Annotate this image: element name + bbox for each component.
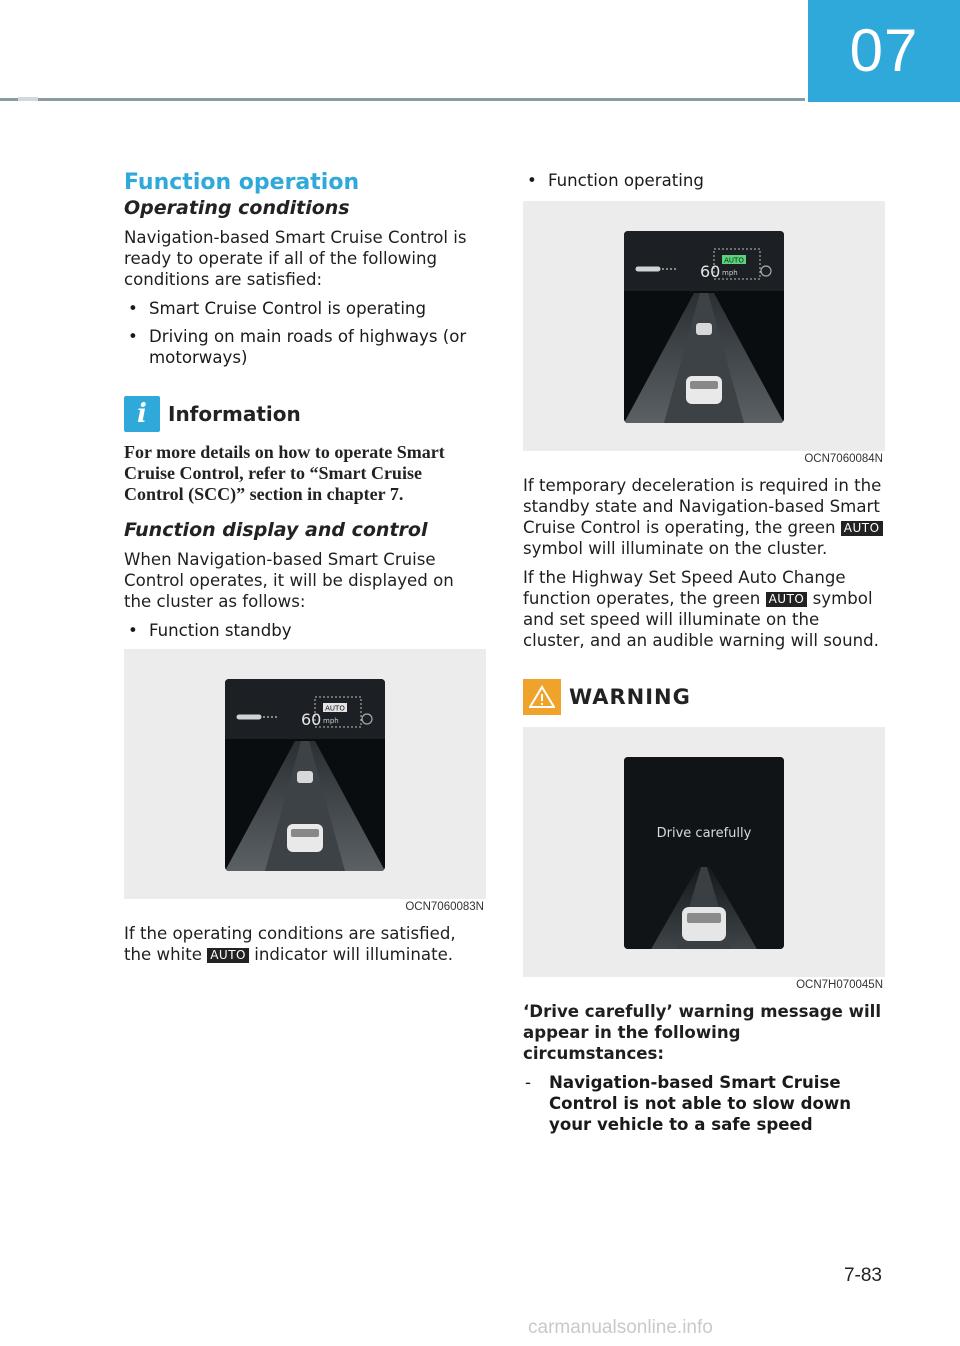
cluster-screen [624,231,784,423]
front-vehicle-icon [297,771,313,783]
own-vehicle-icon [682,907,726,941]
cluster-screen [624,757,784,949]
information-header [124,396,486,432]
list-item: • Function operating [523,170,885,191]
information-body: For more details on how to operate Smart Cruise Control, refer to “Smart Cruise Control (SCC)” section in chapter 7. [124,442,445,504]
display-control-title: Function display and control [124,519,428,541]
warning-title: WARNING [569,685,691,709]
operating-figure [523,201,885,451]
figure-code: OCN7060083N [405,901,484,913]
warning-figure [523,727,885,977]
standby-figure [124,649,486,899]
speed-unit: mph [323,717,339,725]
watermark: carmanualsonline.info [528,1317,713,1338]
own-vehicle-icon [287,824,323,852]
paragraph-auto-change-a: If the Highway Set Speed Auto Change function operates, the green [523,568,846,608]
auto-indicator-label: AUTO [724,256,744,265]
list-item: • Driving on main roads of highways (or motorways) [124,326,486,368]
auto-symbol: AUTO [841,521,883,536]
paragraph-deceleration [523,475,885,559]
warning-lead: ‘Drive carefully’ warning message will appear in the following circumstances: [523,1002,882,1063]
cluster-illustration [624,231,784,423]
cluster-illustration [225,679,385,871]
speed-unit: mph [722,269,738,277]
figure-code: OCN7H070045N [796,979,883,991]
display-intro: When Navigation-based Smart Cruise Control operates, it will be displayed on the cluster as follows: [124,550,454,611]
set-speed: 60 [700,262,721,281]
cluster-screen [225,679,385,871]
header-rule-accent [18,97,38,101]
paragraph-deceleration-b: symbol will illuminate on the cluster. [523,539,828,558]
right-column [523,170,885,1135]
front-vehicle-icon [696,323,712,335]
own-vehicle-icon [686,376,722,404]
warning-icon [523,679,561,715]
information-title: Information [168,402,301,426]
set-speed: 60 [301,710,322,729]
auto-indicator-label: AUTO [325,704,345,713]
info-icon: i [124,396,160,432]
cluster-illustration [624,757,784,949]
conditions-list [124,298,486,368]
header-rule [0,98,805,101]
figure-code: OCN7060084N [804,453,883,465]
operating-conditions-title: Operating conditions [124,197,350,219]
paragraph-deceleration-a: If temporary deceleration is required in the standby state and Navigation-based Smart Cruise Control is operating, the green [523,476,882,537]
paragraph-auto-change [523,567,885,651]
standby-list [124,620,486,641]
section-title: Function operation [124,170,360,195]
list-item: • Smart Cruise Control is operating [124,298,486,319]
after-figure-text-a: If the operating conditions are satisfied, the white [124,924,456,964]
warning-list [523,1072,885,1135]
after-figure-text-b: indicator will illuminate. [254,945,454,964]
auto-symbol: AUTO [207,948,249,963]
list-item: • Function standby [124,620,486,641]
operating-intro: Navigation-based Smart Cruise Control is ready to operate if all of the following conditions are satisfied: [124,228,467,289]
chapter-tab: 07 [808,0,960,102]
operating-list [523,170,885,191]
drive-carefully-message: Drive carefully [656,826,752,841]
list-item: - Navigation-based Smart Cruise Control is not able to slow down your vehicle to a safe speed [523,1072,885,1135]
warning-header [523,679,885,715]
auto-symbol: AUTO [766,592,808,607]
after-figure-text [124,923,486,965]
left-column [124,170,486,973]
paragraph-auto-change-b: symbol and set speed will illuminate on the cluster, and an audible warning will sound. [523,589,879,650]
page-number: 7-83 [843,1265,882,1286]
